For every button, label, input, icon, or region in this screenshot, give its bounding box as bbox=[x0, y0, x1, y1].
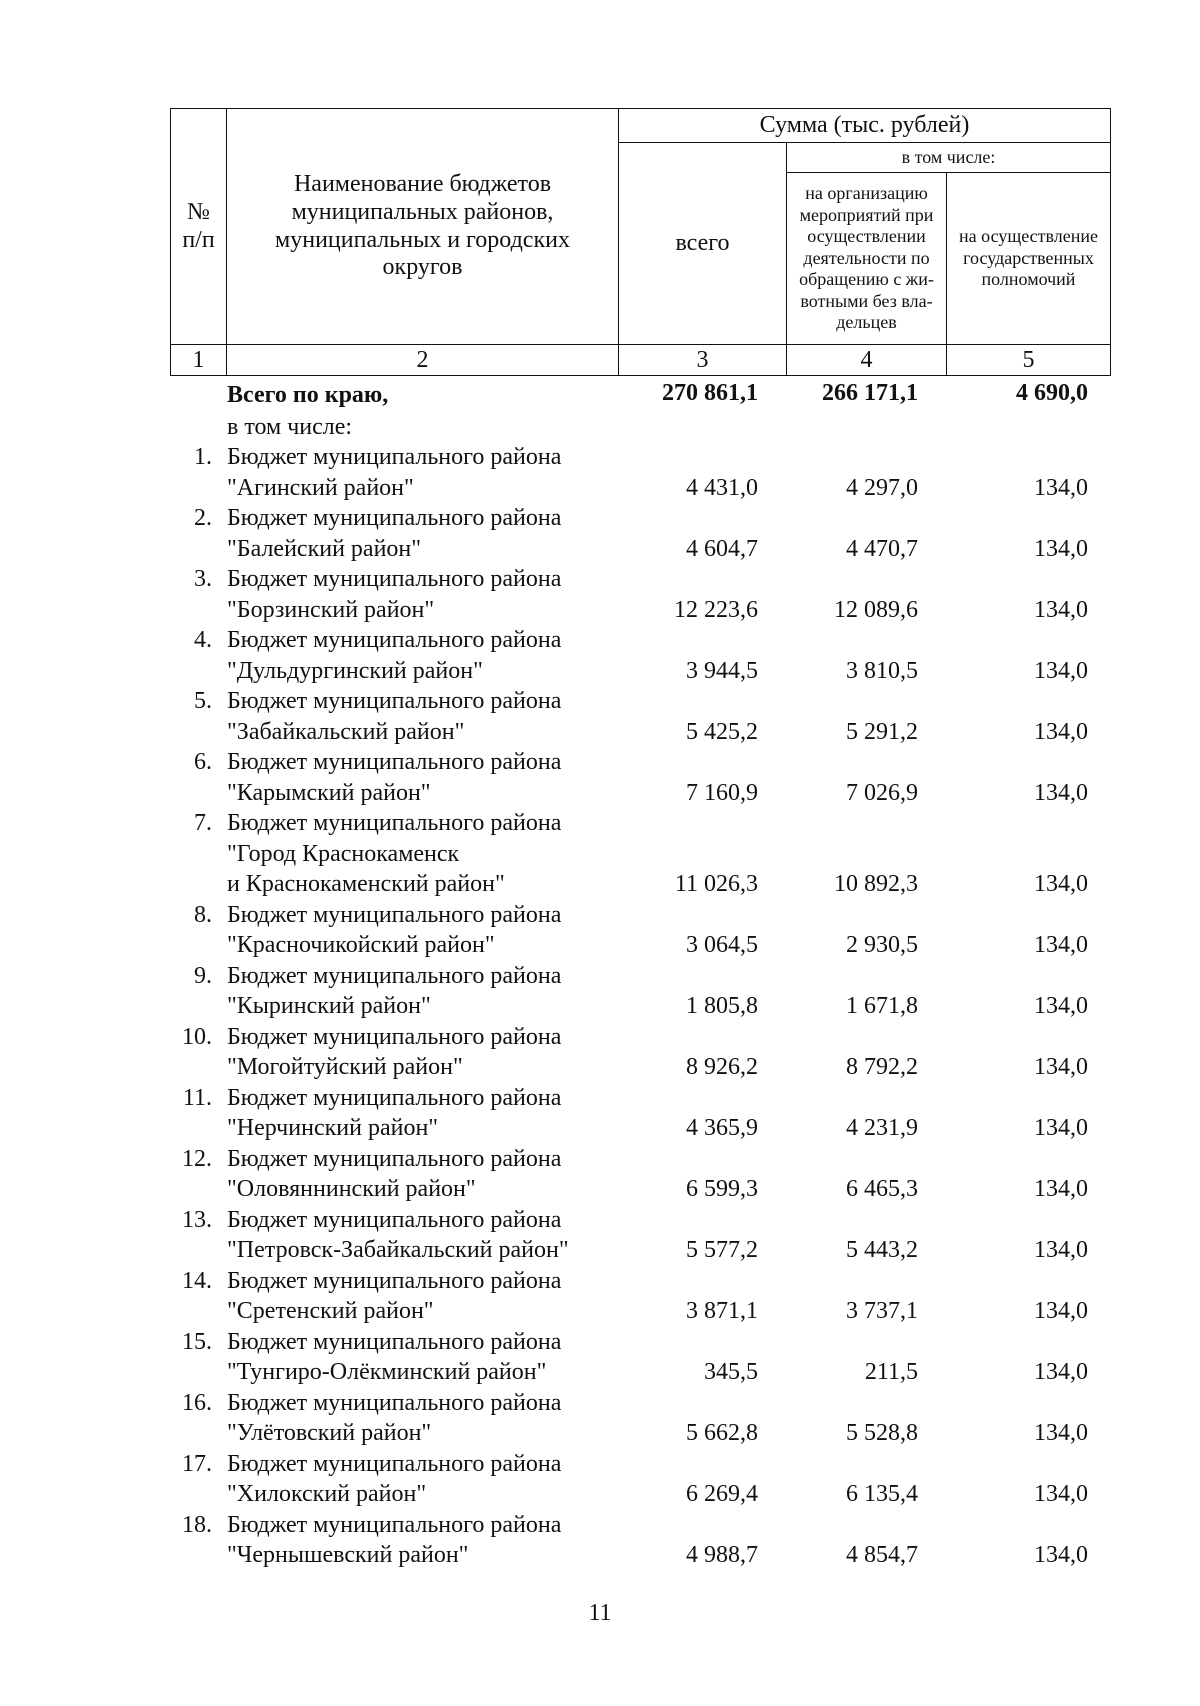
row-total: 3 871,1 bbox=[686, 1298, 758, 1324]
row-name-line: Бюджет муниципального района bbox=[227, 1023, 562, 1050]
row-total: 11 026,3 bbox=[674, 871, 758, 897]
row-name-line: Бюджет муниципального района bbox=[227, 810, 562, 836]
total-state: 4 690,0 bbox=[1016, 380, 1088, 406]
row-name-line: Бюджет муниципального района bbox=[227, 1267, 562, 1294]
row-animals: 4 854,7 bbox=[846, 1542, 918, 1568]
row-number: 1. bbox=[194, 444, 212, 470]
row-total: 5 577,2 bbox=[686, 1237, 758, 1263]
row-total: 7 160,9 bbox=[686, 779, 758, 806]
row-animals: 4 297,0 bbox=[846, 474, 918, 501]
row-state: 134,0 bbox=[1034, 1359, 1088, 1385]
row-name-line: Бюджет муниципального района bbox=[227, 1084, 562, 1111]
row-state: 134,0 bbox=[1034, 1054, 1088, 1080]
row-name-line: "Забайкальский район" bbox=[227, 718, 465, 745]
row-state: 134,0 bbox=[1034, 779, 1088, 806]
header-number-3: 3 bbox=[619, 345, 787, 376]
row-state: 134,0 bbox=[1034, 535, 1088, 562]
table-header bbox=[170, 108, 1111, 376]
row-state: 134,0 bbox=[1034, 1298, 1088, 1324]
row-state: 134,0 bbox=[1034, 596, 1088, 623]
row-number: 2. bbox=[194, 505, 212, 531]
row-animals: 4 470,7 bbox=[846, 535, 918, 562]
row-number: 8. bbox=[194, 901, 212, 928]
row-state: 134,0 bbox=[1034, 871, 1088, 897]
row-name-line: "Тунгиро-Олёкминский район" bbox=[227, 1359, 547, 1385]
header-including: в том числе: bbox=[787, 143, 1111, 173]
header-sum-title: Сумма (тыс. рублей) bbox=[619, 109, 1111, 143]
page-number: 11 bbox=[588, 1600, 612, 1626]
row-state: 134,0 bbox=[1034, 932, 1088, 958]
row-animals: 2 930,5 bbox=[846, 932, 918, 958]
header-col-animals: на организацию мероприятий при осуществлении деятельности по обращению с жи-вотными без вла-дельцев bbox=[787, 173, 947, 345]
row-name-line: "Агинский район" bbox=[227, 474, 414, 501]
row-name-line: Бюджет муниципального района bbox=[227, 962, 562, 989]
row-animals: 5 443,2 bbox=[846, 1237, 918, 1263]
row-animals: 1 671,8 bbox=[846, 993, 918, 1019]
row-number: 7. bbox=[194, 810, 212, 836]
row-name-line: "Нерчинский район" bbox=[227, 1115, 439, 1141]
row-name-line: Бюджет муниципального района bbox=[227, 566, 562, 592]
row-number: 16. bbox=[182, 1389, 212, 1416]
header-number-1: 1 bbox=[171, 345, 227, 376]
row-state: 134,0 bbox=[1034, 993, 1088, 1019]
row-name-line: Бюджет муниципального района bbox=[227, 1511, 562, 1538]
row-name-line: Бюджет муниципального района bbox=[227, 1389, 562, 1416]
row-name-line: "Оловяннинский район" bbox=[227, 1176, 476, 1202]
row-state: 134,0 bbox=[1034, 1237, 1088, 1263]
row-name-line: Бюджет муниципального района bbox=[227, 1328, 562, 1355]
row-number: 5. bbox=[194, 688, 212, 714]
row-animals: 12 089,6 bbox=[834, 596, 918, 623]
row-name-line: "Улётовский район" bbox=[227, 1420, 432, 1446]
header-col-total: всего bbox=[619, 143, 787, 345]
row-animals: 3 810,5 bbox=[846, 657, 918, 684]
row-state: 134,0 bbox=[1034, 1542, 1088, 1568]
row-number: 18. bbox=[182, 1511, 212, 1538]
row-number: 4. bbox=[194, 627, 212, 653]
row-total: 12 223,6 bbox=[674, 596, 758, 623]
row-number: 13. bbox=[182, 1206, 212, 1233]
row-name-line: "Борзинский район" bbox=[227, 596, 435, 623]
row-name-line: "Чернышевский район" bbox=[227, 1542, 469, 1568]
row-name-line: Бюджет муниципального района bbox=[227, 901, 562, 928]
row-total: 4 604,7 bbox=[686, 535, 758, 562]
row-total: 4 365,9 bbox=[686, 1115, 758, 1141]
row-animals: 3 737,1 bbox=[846, 1298, 918, 1324]
row-number: 11. bbox=[182, 1084, 212, 1111]
row-state: 134,0 bbox=[1034, 1481, 1088, 1507]
row-animals: 8 792,2 bbox=[846, 1054, 918, 1080]
row-total: 5 425,2 bbox=[686, 718, 758, 745]
total-label: Всего по краю, bbox=[227, 382, 389, 408]
row-name-line: "Карымский район" bbox=[227, 779, 431, 806]
row-number: 17. bbox=[182, 1450, 212, 1477]
row-number: 9. bbox=[194, 962, 212, 989]
row-number: 15. bbox=[182, 1328, 212, 1355]
row-total: 1 805,8 bbox=[686, 993, 758, 1019]
row-state: 134,0 bbox=[1034, 1176, 1088, 1202]
row-animals: 7 026,9 bbox=[846, 779, 918, 806]
row-total: 6 269,4 bbox=[686, 1481, 758, 1507]
row-animals: 4 231,9 bbox=[846, 1115, 918, 1141]
row-state: 134,0 bbox=[1034, 1420, 1088, 1446]
row-name-line: "Могойтуйский район" bbox=[227, 1054, 463, 1080]
row-total: 3 064,5 bbox=[686, 932, 758, 958]
row-state: 134,0 bbox=[1034, 718, 1088, 745]
header-col-state: на осуществление государственных полномочий bbox=[947, 173, 1111, 345]
row-name-line: Бюджет муниципального района bbox=[227, 688, 562, 714]
row-name-line: Бюджет муниципального района bbox=[227, 749, 562, 775]
row-name-line: "Кыринский район" bbox=[227, 993, 431, 1019]
row-number: 3. bbox=[194, 566, 212, 592]
header-col-num: № п/п bbox=[171, 109, 227, 345]
row-name-line: "Город Краснокаменск bbox=[227, 840, 460, 867]
total-animals: 266 171,1 bbox=[822, 380, 918, 406]
total-sum: 270 861,1 bbox=[662, 380, 758, 406]
row-name-line: Бюджет муниципального района bbox=[227, 444, 562, 470]
row-state: 134,0 bbox=[1034, 657, 1088, 684]
row-name-line: и Краснокаменский район" bbox=[227, 871, 505, 897]
row-animals: 5 528,8 bbox=[846, 1420, 918, 1446]
row-name-line: Бюджет муниципального района bbox=[227, 627, 562, 653]
row-name-line: Бюджет муниципального района bbox=[227, 1450, 562, 1477]
row-state: 134,0 bbox=[1034, 1115, 1088, 1141]
row-total: 5 662,8 bbox=[686, 1420, 758, 1446]
row-animals: 6 465,3 bbox=[846, 1176, 918, 1202]
including-label: в том числе: bbox=[227, 414, 353, 440]
row-name-line: Бюджет муниципального района bbox=[227, 505, 562, 531]
row-total: 6 599,3 bbox=[686, 1176, 758, 1202]
row-animals: 10 892,3 bbox=[834, 871, 918, 897]
row-name-line: "Хилокский район" bbox=[227, 1481, 427, 1507]
row-number: 10. bbox=[182, 1023, 212, 1050]
row-name-line: "Сретенский район" bbox=[227, 1298, 434, 1324]
row-name-line: "Красночикойский район" bbox=[227, 932, 495, 958]
row-total: 3 944,5 bbox=[686, 657, 758, 684]
header-number-5: 5 bbox=[947, 345, 1111, 376]
row-number: 14. bbox=[182, 1267, 212, 1294]
header-number-4: 4 bbox=[787, 345, 947, 376]
row-animals: 5 291,2 bbox=[846, 718, 918, 745]
row-total: 8 926,2 bbox=[686, 1054, 758, 1080]
row-total: 4 988,7 bbox=[686, 1542, 758, 1568]
row-number: 6. bbox=[194, 749, 212, 775]
row-name-line: "Дульдургинский район" bbox=[227, 657, 483, 684]
row-animals: 6 135,4 bbox=[846, 1481, 918, 1507]
row-name-line: Бюджет муниципального района bbox=[227, 1145, 562, 1172]
row-total: 345,5 bbox=[704, 1359, 758, 1385]
row-total: 4 431,0 bbox=[686, 474, 758, 501]
row-animals: 211,5 bbox=[864, 1359, 918, 1385]
header-number-2: 2 bbox=[227, 345, 619, 376]
row-name-line: "Петровск-Забайкальский район" bbox=[227, 1237, 569, 1263]
row-number: 12. bbox=[182, 1145, 212, 1172]
row-name-line: "Балейский район" bbox=[227, 535, 422, 562]
row-name-line: Бюджет муниципального района bbox=[227, 1206, 562, 1233]
header-col-name: Наименование бюджетов муниципальных районов, муниципальных и городских округов bbox=[227, 109, 619, 345]
row-state: 134,0 bbox=[1034, 474, 1088, 501]
